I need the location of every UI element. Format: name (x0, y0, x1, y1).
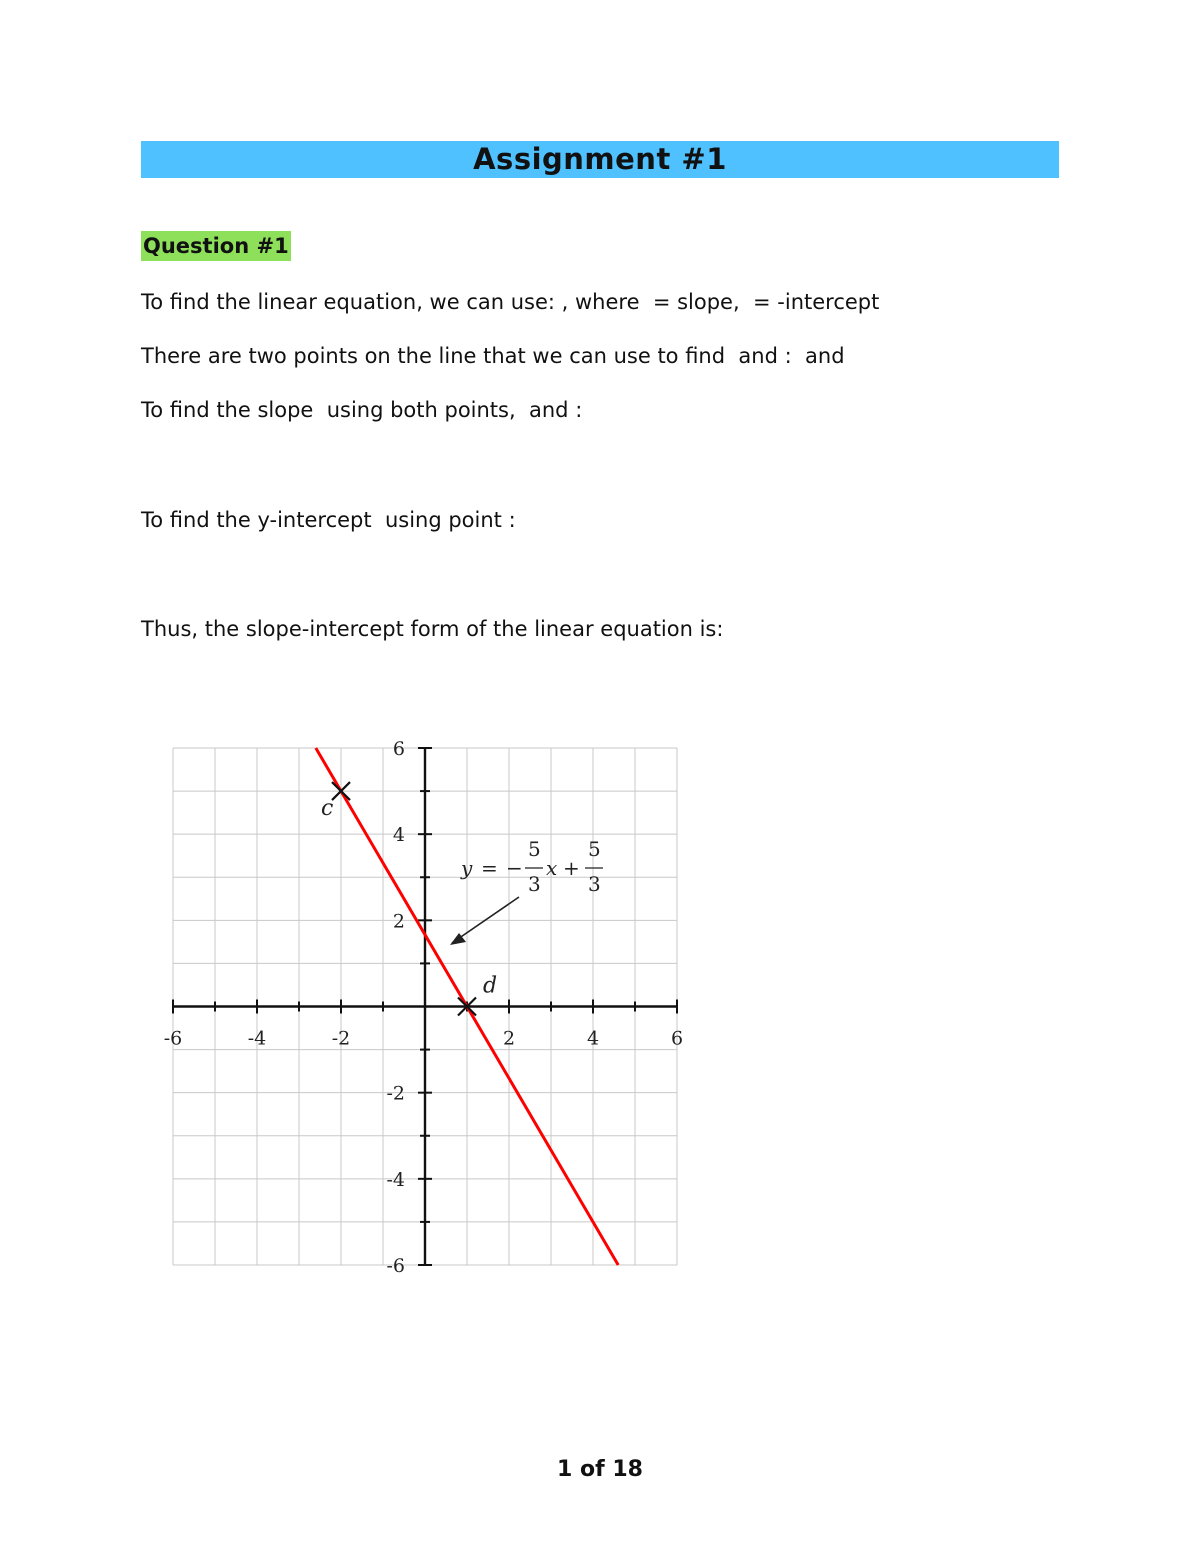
eq-lhs: y (461, 856, 473, 880)
eq-denominator-2: 3 (588, 872, 601, 896)
x-tick-label: 6 (670, 1027, 684, 1050)
y-tick-label: -4 (386, 1168, 405, 1191)
paragraph-find-intercept: To find the y-intercept using point : (141, 508, 516, 532)
question-label: Question #1 (141, 231, 291, 261)
point-label: c (321, 796, 334, 822)
paragraph-conclusion: Thus, the slope-intercept form of the linear equation is: (141, 617, 724, 641)
x-tick-label: -6 (163, 1027, 183, 1050)
y-tick-label: -6 (386, 1255, 405, 1275)
equation-annotation (460, 837, 603, 896)
x-tick-label: -4 (247, 1027, 267, 1050)
x-tick-label: -2 (331, 1027, 351, 1050)
eq-denominator-1: 3 (528, 872, 541, 896)
y-tick-label: 2 (392, 910, 405, 933)
paragraph-two-points: There are two points on the line that we can use to find and : and (141, 344, 845, 368)
y-tick-label: -2 (386, 1082, 405, 1105)
y-tick-label: 4 (392, 824, 405, 847)
axes (173, 748, 677, 1265)
eq-equals: = (481, 856, 498, 880)
assignment-title: Assignment #1 (473, 142, 727, 176)
eq-minus: − (506, 856, 523, 880)
paragraph-linear-equation: To find the linear equation, we can use: , where = slope, = -intercept (141, 290, 880, 314)
eq-variable: x (546, 856, 558, 880)
x-tick-label: 4 (586, 1027, 600, 1050)
y-tick-label: 6 (392, 738, 405, 760)
page-number: 1 of 18 (557, 1457, 643, 1482)
eq-plus: + (563, 856, 580, 880)
x-tick-label: 2 (502, 1027, 516, 1050)
eq-numerator-1: 5 (528, 837, 541, 861)
assignment-title-bar (141, 141, 1059, 178)
point-label: d (483, 973, 498, 999)
eq-numerator-2: 5 (588, 837, 601, 861)
paragraph-find-slope: To find the slope using both points, and : (141, 398, 583, 422)
points (321, 782, 497, 1015)
linear-graph (150, 735, 710, 1275)
